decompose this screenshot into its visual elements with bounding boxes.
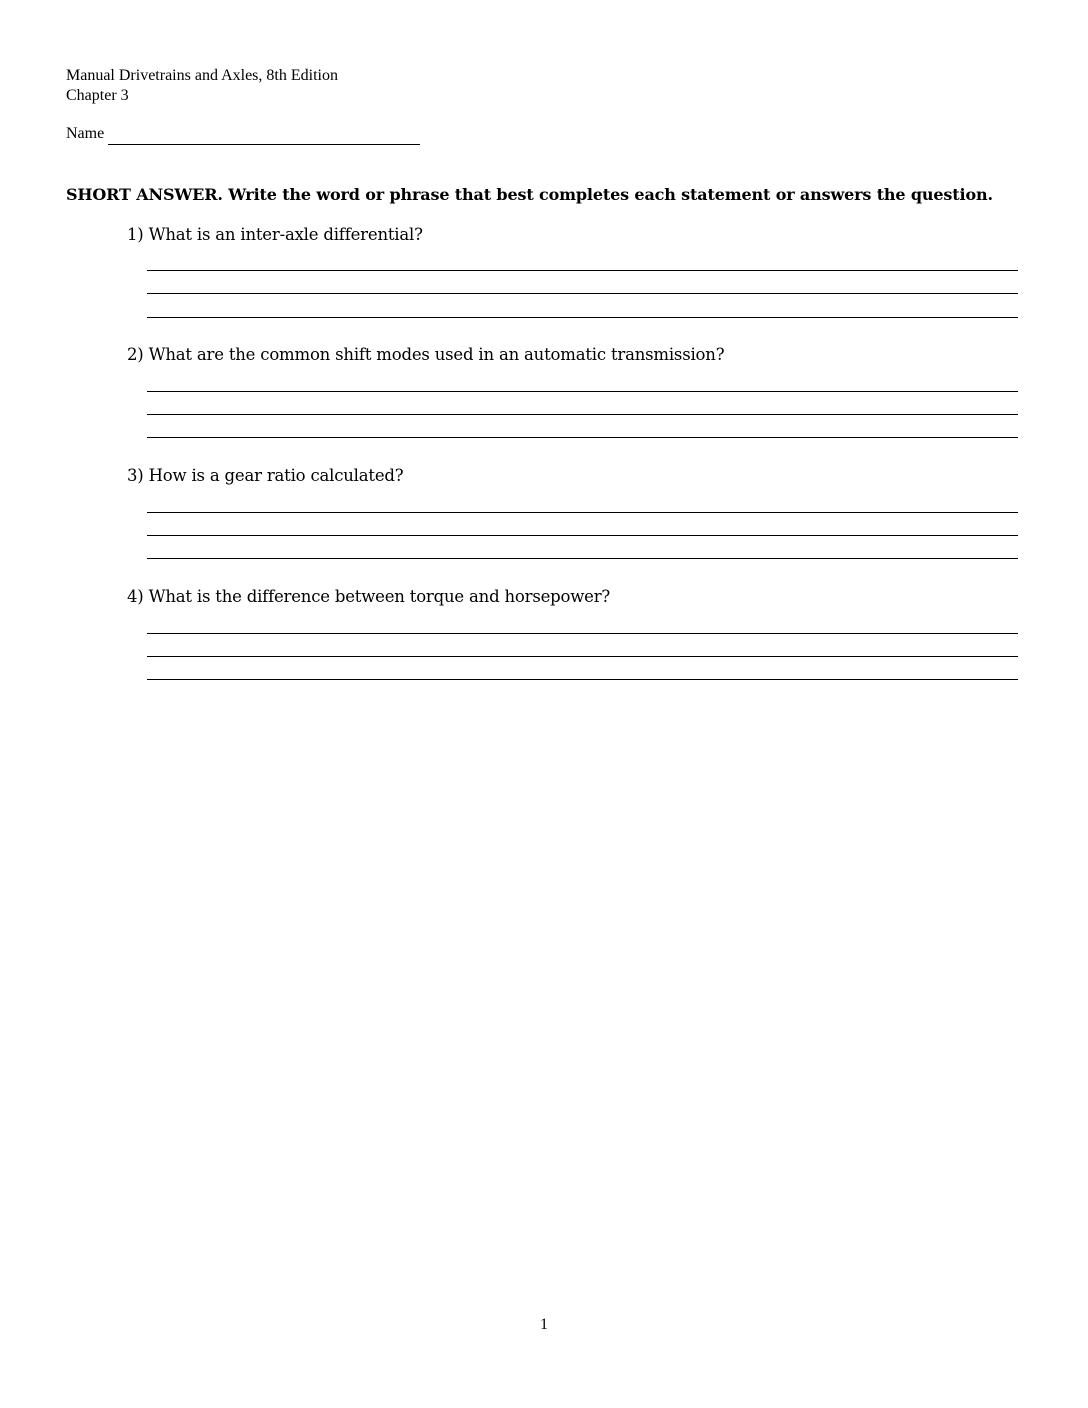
name-blank-line[interactable] (108, 144, 420, 145)
answer-line[interactable] (147, 293, 1018, 294)
answer-line[interactable] (147, 558, 1018, 559)
answer-line[interactable] (147, 512, 1018, 513)
document-title: Manual Drivetrains and Axles, 8th Edition (66, 67, 338, 84)
question-2 (127, 345, 1027, 365)
answer-line[interactable] (147, 679, 1018, 680)
answer-line[interactable] (147, 535, 1018, 536)
chapter-label: Chapter 3 (66, 87, 129, 104)
question-text: 2) What are the common shift modes used in an automatic transmission? (127, 345, 725, 364)
answer-line[interactable] (147, 317, 1018, 318)
question-1 (127, 225, 1027, 245)
answer-line[interactable] (147, 656, 1018, 657)
section-instructions: SHORT ANSWER. Write the word or phrase that best completes each statement or answers the question. (66, 185, 993, 204)
question-text: 4) What is the difference between torque and horsepower? (127, 587, 611, 606)
answer-line[interactable] (147, 270, 1018, 271)
page-number: 1 (540, 1316, 548, 1333)
question-text: 1) What is an inter-axle differential? (127, 225, 423, 244)
answer-line[interactable] (147, 437, 1018, 438)
answer-line[interactable] (147, 633, 1018, 634)
question-3 (127, 466, 1027, 486)
name-field (66, 124, 104, 144)
name-label: Name (66, 125, 105, 142)
question-4 (127, 587, 1027, 607)
answer-line[interactable] (147, 391, 1018, 392)
answer-line[interactable] (147, 414, 1018, 415)
question-text: 3) How is a gear ratio calculated? (127, 466, 404, 485)
